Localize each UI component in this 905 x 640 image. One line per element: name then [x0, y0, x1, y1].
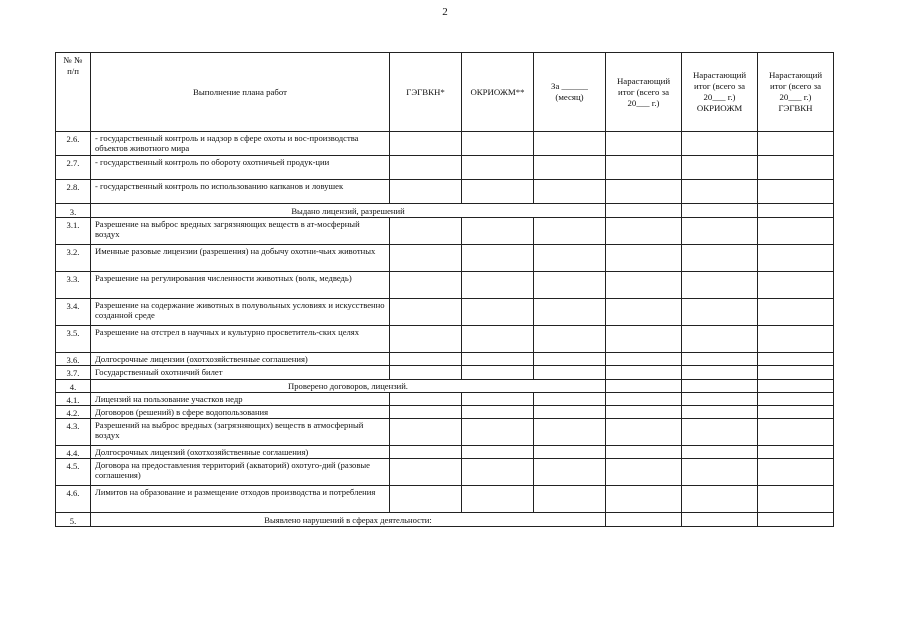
- header-cumulative-gegvkn: Нарастающий итог (всего за 20___ г.) ГЭГВКН: [758, 53, 834, 132]
- value-cell: [534, 272, 606, 299]
- section-title: Выявлено нарушений в сферах деятельности:: [91, 513, 606, 527]
- value-cell: [534, 132, 606, 156]
- value-cell: [606, 272, 682, 299]
- value-cell: [682, 459, 758, 486]
- value-cell: [390, 218, 462, 245]
- value-cell: [462, 459, 534, 486]
- value-cell: [390, 366, 462, 380]
- table-row: [56, 156, 834, 180]
- table-row: [56, 326, 834, 353]
- row-text: Разрешений на выброс вредных (загрязняющих) веществ в атмосферный воздух: [91, 419, 390, 446]
- value-cell: [606, 180, 682, 204]
- value-cell: [758, 204, 834, 218]
- value-cell: [758, 366, 834, 380]
- value-cell: [390, 156, 462, 180]
- header-okriozhm: ОКРИОЖМ**: [462, 53, 534, 132]
- value-cell: [682, 486, 758, 513]
- row-text: Разрешение на отстрел в научных и культурно просветитель-ских целях: [91, 326, 390, 353]
- table-row: [56, 132, 834, 156]
- value-cell: [758, 132, 834, 156]
- row-number: 5.: [56, 513, 91, 527]
- row-text: Долгосрочных лицензий (охотхозяйственные соглашения): [91, 446, 390, 459]
- value-cell: [758, 486, 834, 513]
- value-cell: [462, 180, 534, 204]
- value-cell: [534, 353, 606, 366]
- header-num: № № п/п: [56, 53, 91, 132]
- value-cell: [534, 326, 606, 353]
- value-cell: [390, 459, 462, 486]
- value-cell: [758, 180, 834, 204]
- value-cell: [606, 326, 682, 353]
- page-number: 2: [442, 6, 448, 18]
- table-row: [56, 419, 834, 446]
- value-cell: [606, 393, 682, 406]
- value-cell: [390, 486, 462, 513]
- row-text: Государственный охотничий билет: [91, 366, 390, 380]
- table-row: [56, 272, 834, 299]
- value-cell: [534, 486, 606, 513]
- row-number: 3.2.: [56, 245, 91, 272]
- row-text: - государственный контроль по использованию капканов и ловушек: [91, 180, 390, 204]
- row-number: 3.7.: [56, 366, 91, 380]
- value-cell: [462, 406, 534, 419]
- value-cell: [390, 326, 462, 353]
- value-cell: [534, 299, 606, 326]
- section-title: Проверено договоров, лицензий.: [91, 380, 606, 393]
- value-cell: [462, 393, 534, 406]
- row-number: 2.8.: [56, 180, 91, 204]
- table-row: [56, 299, 834, 326]
- value-cell: [682, 204, 758, 218]
- header-month: За ______ (месяц): [534, 53, 606, 132]
- value-cell: [390, 353, 462, 366]
- value-cell: [390, 446, 462, 459]
- row-text: Лимитов на образование и размещение отходов производства и потребления: [91, 486, 390, 513]
- table-row: [56, 245, 834, 272]
- value-cell: [682, 272, 758, 299]
- value-cell: [758, 459, 834, 486]
- row-number: 2.7.: [56, 156, 91, 180]
- value-cell: [758, 513, 834, 527]
- value-cell: [758, 156, 834, 180]
- row-text: Разрешение на регулирования численности животных (волк, медведь): [91, 272, 390, 299]
- value-cell: [606, 446, 682, 459]
- value-cell: [390, 180, 462, 204]
- value-cell: [606, 353, 682, 366]
- value-cell: [682, 326, 758, 353]
- value-cell: [462, 132, 534, 156]
- value-cell: [462, 299, 534, 326]
- value-cell: [682, 446, 758, 459]
- value-cell: [682, 218, 758, 245]
- value-cell: [534, 180, 606, 204]
- value-cell: [462, 353, 534, 366]
- value-cell: [462, 486, 534, 513]
- row-number: 3.1.: [56, 218, 91, 245]
- value-cell: [758, 446, 834, 459]
- value-cell: [606, 299, 682, 326]
- value-cell: [462, 272, 534, 299]
- value-cell: [606, 406, 682, 419]
- row-text: Разрешение на выброс вредных загрязняющих веществ в ат-мосферный воздух: [91, 218, 390, 245]
- value-cell: [390, 419, 462, 446]
- row-number: 4.3.: [56, 419, 91, 446]
- value-cell: [758, 299, 834, 326]
- row-number: 4.1.: [56, 393, 91, 406]
- value-cell: [682, 419, 758, 446]
- value-cell: [682, 180, 758, 204]
- header-cumulative: Нарастающий итог (всего за 20___ г.): [606, 53, 682, 132]
- value-cell: [758, 218, 834, 245]
- value-cell: [758, 353, 834, 366]
- value-cell: [606, 204, 682, 218]
- value-cell: [390, 406, 462, 419]
- value-cell: [534, 245, 606, 272]
- work-plan-table: [55, 52, 834, 527]
- value-cell: [758, 245, 834, 272]
- value-cell: [606, 513, 682, 527]
- value-cell: [758, 419, 834, 446]
- section-row: [56, 513, 834, 527]
- row-number: 2.6.: [56, 132, 91, 156]
- header-row: [56, 53, 834, 132]
- row-number: 3.4.: [56, 299, 91, 326]
- table-row: [56, 393, 834, 406]
- value-cell: [606, 486, 682, 513]
- header-plan: Выполнение плана работ: [91, 53, 390, 132]
- value-cell: [606, 156, 682, 180]
- section-title: Выдано лицензий, разрешений: [91, 204, 606, 218]
- table-row: [56, 180, 834, 204]
- value-cell: [462, 446, 534, 459]
- value-cell: [534, 366, 606, 380]
- value-cell: [682, 393, 758, 406]
- header-gegvkn: ГЭГВКН*: [390, 53, 462, 132]
- table-row: [56, 366, 834, 380]
- value-cell: [682, 299, 758, 326]
- value-cell: [682, 406, 758, 419]
- value-cell: [682, 132, 758, 156]
- value-cell: [534, 393, 606, 406]
- row-number: 3.3.: [56, 272, 91, 299]
- value-cell: [682, 380, 758, 393]
- value-cell: [606, 380, 682, 393]
- table-row: [56, 486, 834, 513]
- section-row: [56, 204, 834, 218]
- header-cumulative-okriozhm: Нарастающий итог (всего за 20___ г.) ОКРИОЖМ: [682, 53, 758, 132]
- table-row: [56, 353, 834, 366]
- table-row: [56, 446, 834, 459]
- value-cell: [390, 272, 462, 299]
- value-cell: [462, 218, 534, 245]
- row-number: 3.6.: [56, 353, 91, 366]
- row-number: 4.: [56, 380, 91, 393]
- value-cell: [534, 459, 606, 486]
- value-cell: [758, 406, 834, 419]
- value-cell: [390, 393, 462, 406]
- value-cell: [758, 272, 834, 299]
- value-cell: [534, 406, 606, 419]
- value-cell: [758, 393, 834, 406]
- row-number: 3.: [56, 204, 91, 218]
- value-cell: [606, 459, 682, 486]
- row-text: - государственный контроль по обороту охотничьей продук-ции: [91, 156, 390, 180]
- value-cell: [462, 245, 534, 272]
- row-text: Договоров (решений) в сфере водопользования: [91, 406, 390, 419]
- row-number: 3.5.: [56, 326, 91, 353]
- value-cell: [390, 245, 462, 272]
- row-number: 4.2.: [56, 406, 91, 419]
- value-cell: [534, 218, 606, 245]
- value-cell: [758, 380, 834, 393]
- value-cell: [462, 156, 534, 180]
- table-row: [56, 218, 834, 245]
- value-cell: [682, 366, 758, 380]
- value-cell: [462, 326, 534, 353]
- row-number: 4.5.: [56, 459, 91, 486]
- value-cell: [390, 132, 462, 156]
- value-cell: [606, 245, 682, 272]
- row-text: Договора на предоставления территорий (акваторий) охотуго-дий (разовые соглашения): [91, 459, 390, 486]
- section-row: [56, 380, 834, 393]
- value-cell: [682, 245, 758, 272]
- table-row: [56, 406, 834, 419]
- value-cell: [682, 353, 758, 366]
- row-text: Долгосрочные лицензии (охотхозяйственные соглашения): [91, 353, 390, 366]
- value-cell: [682, 513, 758, 527]
- row-text: Разрешение на содержание животных в полувольных условиях и искусственно созданной среде: [91, 299, 390, 326]
- value-cell: [462, 419, 534, 446]
- value-cell: [606, 132, 682, 156]
- row-text: Лицензий на пользование участков недр: [91, 393, 390, 406]
- value-cell: [390, 299, 462, 326]
- row-number: 4.6.: [56, 486, 91, 513]
- value-cell: [534, 419, 606, 446]
- row-number: 4.4.: [56, 446, 91, 459]
- value-cell: [758, 326, 834, 353]
- row-text: - государственный контроль и надзор в сфере охоты и вос-производства объектов животного мира: [91, 132, 390, 156]
- value-cell: [606, 419, 682, 446]
- value-cell: [606, 218, 682, 245]
- table-row: [56, 459, 834, 486]
- value-cell: [534, 446, 606, 459]
- value-cell: [534, 156, 606, 180]
- value-cell: [606, 366, 682, 380]
- value-cell: [682, 156, 758, 180]
- row-text: Именные разовые лицензии (разрешения) на добычу охотни-чьих животных: [91, 245, 390, 272]
- value-cell: [462, 366, 534, 380]
